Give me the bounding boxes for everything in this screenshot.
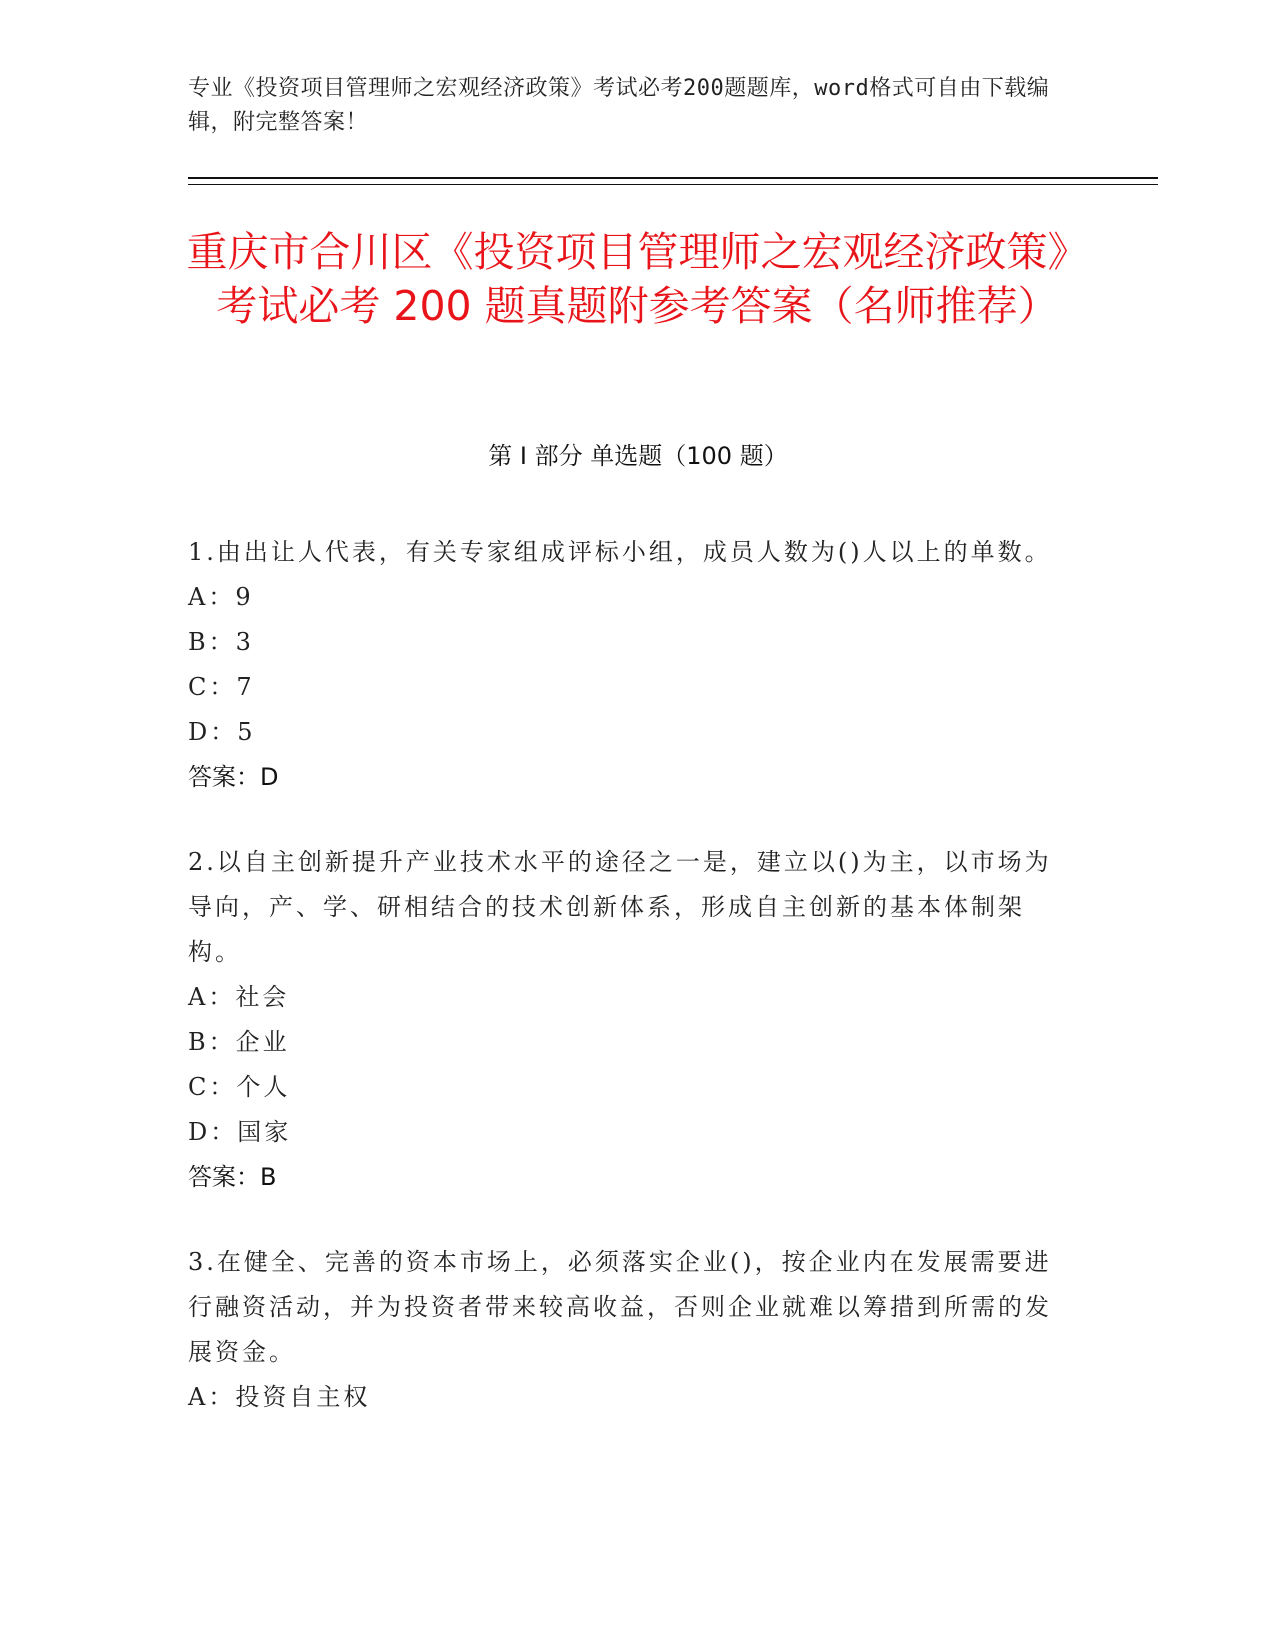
section-title: 第 I 部分 单选题（100 题） (488, 442, 788, 470)
question-stem: 3.在健全、完善的资本市场上，必须落实企业()，按企业内在发展需要进行融资活动，并为投资者带来较高收益，否则企业就难以筹措到所需的发展资金。 (188, 1248, 1052, 1366)
answer-line: 答案：B (188, 1163, 277, 1191)
header-note: 专业《投资项目管理师之宏观经济政策》考试必考200题题库，word格式可自由下载编辑，附完整答案！ (188, 76, 1050, 135)
option-a: A：9 (188, 583, 254, 611)
question-3 (188, 1240, 1068, 1420)
header-rule-thin (188, 184, 1158, 185)
option-b: B：3 (188, 628, 254, 656)
question-1 (188, 530, 1068, 800)
option-d: D：5 (188, 718, 256, 746)
option-a: A：社会 (188, 983, 290, 1011)
option-c: C：7 (188, 673, 255, 701)
option-d: D：国家 (188, 1118, 292, 1146)
option-b: B：企业 (188, 1028, 290, 1056)
answer-line: 答案：D (188, 763, 279, 791)
option-a: A：投资自主权 (188, 1383, 371, 1411)
header-rule-thick (188, 177, 1158, 179)
question-stem: 1.由出让人代表，有关专家组成评标小组，成员人数为()人以上的单数。 (188, 538, 1052, 566)
option-c: C：个人 (188, 1073, 291, 1101)
question-list (188, 530, 1068, 1460)
question-stem: 2.以自主创新提升产业技术水平的途径之一是，建立以()为主，以市场为导向，产、学、研相结合的技术创新体系，形成自主创新的基本体制架构。 (188, 848, 1052, 966)
document-title: 重庆市合川区《投资项目管理师之宏观经济政策》考试必考 200 题真题附参考答案（名师推荐） (186, 228, 1089, 330)
question-2 (188, 840, 1068, 1200)
